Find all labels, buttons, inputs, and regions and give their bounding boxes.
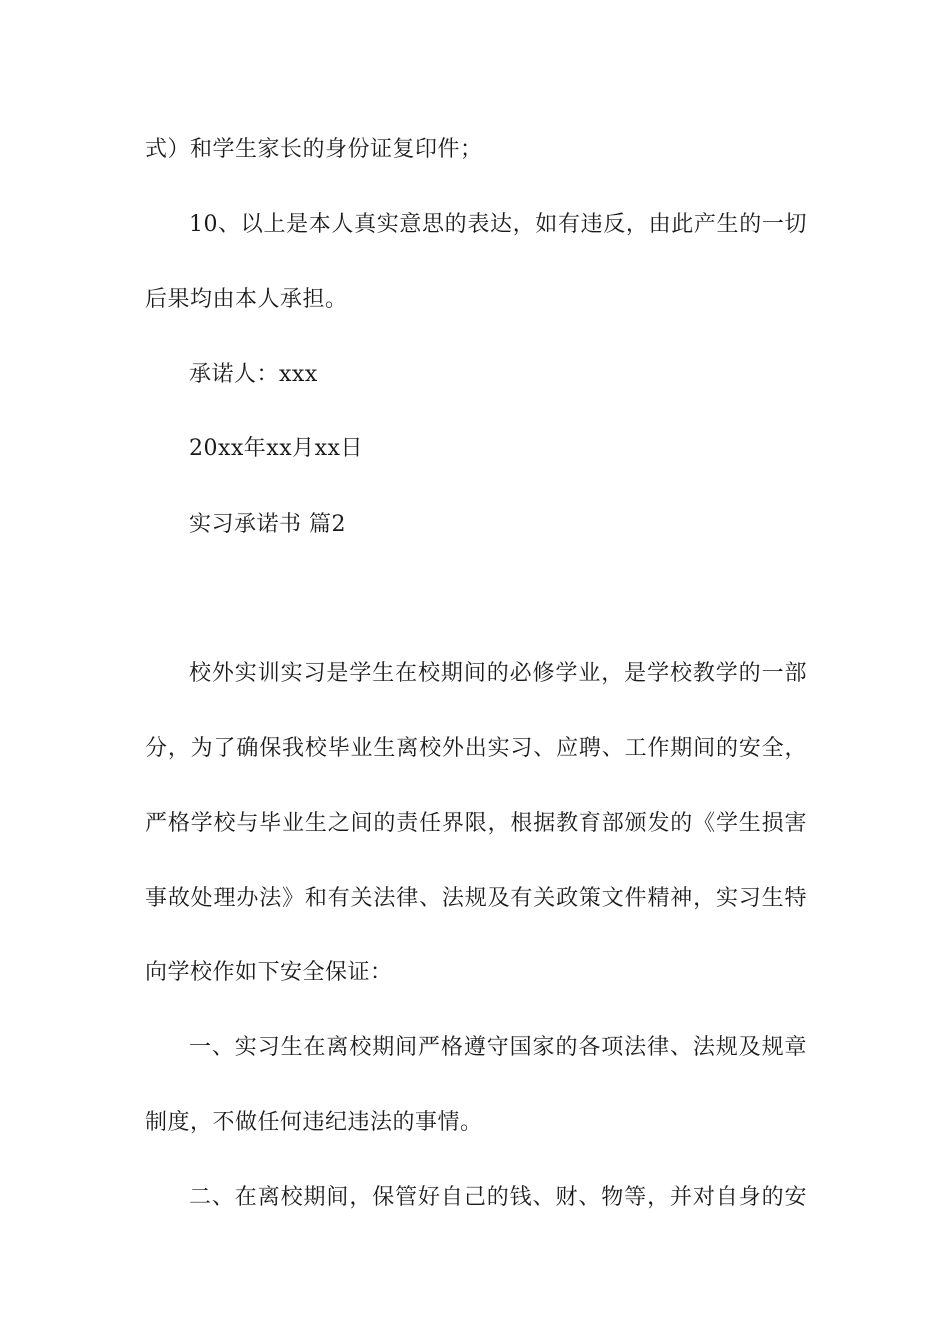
text-line: 二、在离校期间，保管好自己的钱、财、物等，并对自身的安 bbox=[189, 1185, 807, 1210]
section-heading: 实习承诺书 篇2 bbox=[189, 512, 346, 537]
signer-line: 承诺人：xxx bbox=[189, 362, 318, 387]
text-line: 式）和学生家长的身份证复印件； bbox=[145, 137, 483, 162]
text-line: 制度，不做任何违纪违法的事情。 bbox=[145, 1110, 483, 1135]
text-line: 10、以上是本人真实意思的表达，如有违反，由此产生的一切 bbox=[189, 212, 807, 237]
text-line: 校外实训实习是学生在校期间的必修学业，是学校教学的一部 bbox=[189, 661, 807, 686]
text-line: 向学校作如下安全保证： bbox=[145, 960, 393, 985]
text-line: 严格学校与毕业生之间的责任界限，根据教育部颁发的《学生损害 bbox=[145, 811, 807, 836]
text-line: 一、实习生在离校期间严格遵守国家的各项法律、法规及规章 bbox=[189, 1035, 807, 1060]
text-line: 后果均由本人承担。 bbox=[145, 287, 348, 312]
text-line: 事故处理办法》和有关法律、法规及有关政策文件精神，实习生特 bbox=[145, 886, 807, 911]
date-line: 20xx年xx月xx日 bbox=[189, 436, 363, 461]
text-line: 分，为了确保我校毕业生离校外出实习、应聘、工作期间的安全， bbox=[145, 736, 807, 761]
